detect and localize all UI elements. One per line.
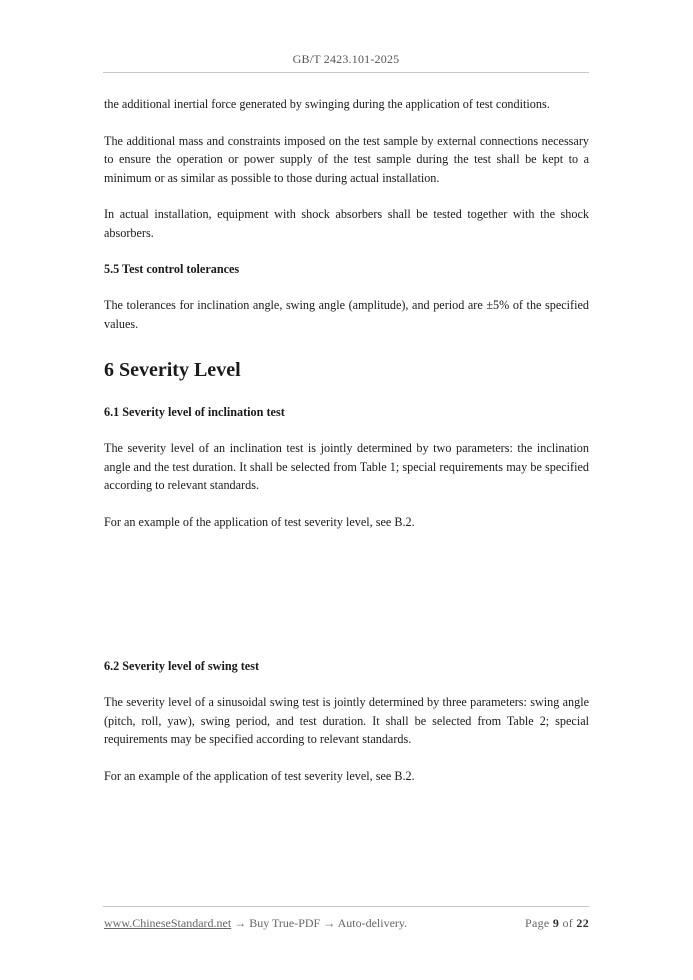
footer-divider [103,906,589,907]
auto-delivery-text: Auto-delivery. [337,916,408,930]
heading-6-1: 6.1 Severity level of inclination test [104,405,285,419]
paragraph-additional-mass: The additional mass and constraints imposed on the test sample by external connections necessary to ensure the operation or power supply of the test sample during the test shall be kept to a minimum or as similar as possible to those during actual installation. [104,133,589,185]
paragraph-inclination-severity: The severity level of an inclination test is jointly determined by two parameters: the inclination angle and the test duration. It shall be selected from Table 1; special requirements may be specified according to relevant standards. [104,441,589,492]
heading-6-2: 6.2 Severity level of swing test [104,659,260,673]
page-total: 22 [576,916,589,930]
page-content [104,95,589,803]
website-link[interactable]: www.ChineseStandard.net [104,916,232,930]
heading-5-5: 5.5 Test control tolerances [104,262,240,276]
arrow-icon: → [234,916,247,930]
paragraph-inclination-example: For an example of the application of test severity level, see B.2. [104,514,415,529]
heading-6: 6 Severity Level [104,359,241,381]
paragraph-shock-absorbers: In actual installation, equipment with shock absorbers shall be tested together with the shock absorbers. [104,207,589,240]
page-indicator [525,916,589,931]
paragraph-swing-example: For an example of the application of test severity level, see B.2. [104,768,415,783]
footer-left [104,916,407,931]
buy-pdf-text: Buy True-PDF [249,916,321,930]
blank-space [104,549,589,657]
paragraph-inertial-force: the additional inertial force generated by swinging during the application of test conditions. [104,97,550,111]
header-divider [103,72,589,73]
paragraph-tolerances: The tolerances for inclination angle, swing angle (amplitude), and period are ±5% of the specified values. [104,298,589,331]
page-current: 9 [552,916,560,930]
page-of: of [562,916,574,930]
document-header: GB/T 2423.101-2025 [292,52,400,66]
page-footer [104,916,589,931]
arrow-icon: → [323,916,336,930]
page-prefix: Page [525,916,550,930]
paragraph-swing-severity: The severity level of a sinusoidal swing test is jointly determined by three parameters: swing angle (pitch, roll, yaw), swing period, and test duration. It shall be selected from Table 2; special requirements may be specified according to relevant standards. [104,695,589,746]
